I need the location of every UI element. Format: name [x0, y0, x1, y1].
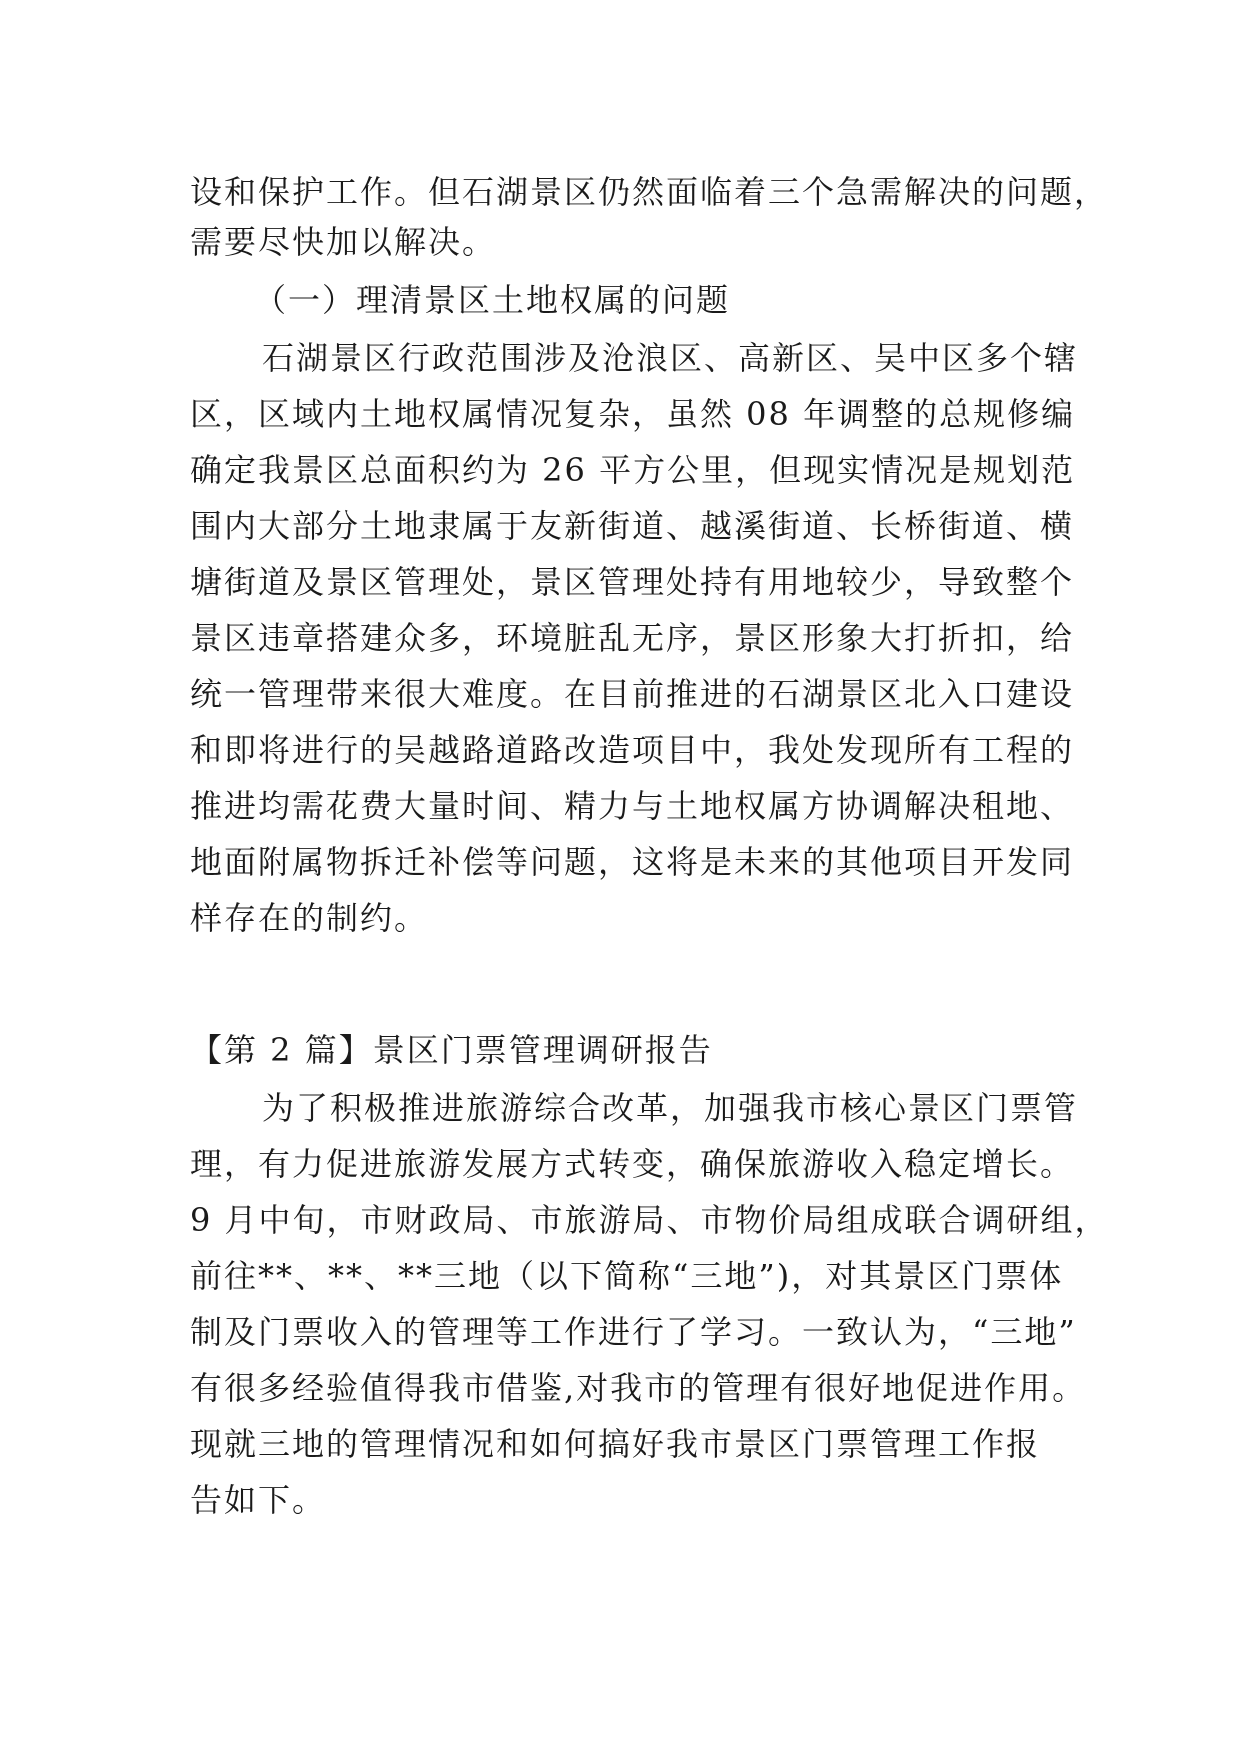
paragraph-line: 地面附属物拆迁补偿等问题，这将是未来的其他项目开发同: [190, 843, 1075, 881]
paragraph-line: 样存在的制约。: [190, 899, 429, 937]
text-line: 需要尽快加以解决。: [190, 223, 497, 261]
paragraph-line: 9 月中旬，市财政局、市旅游局、市物价局组成联合调研组，: [190, 1201, 1109, 1239]
paragraph-line: 理，有力促进旅游发展方式转变，确保旅游收入稳定增长。: [190, 1145, 1075, 1183]
paragraph-line: 现就三地的管理情况和如何搞好我市景区门票管理工作报: [190, 1425, 1041, 1463]
paragraph-line: 前往**、**、**三地（以下简称“三地”)，对其景区门票体: [190, 1257, 1064, 1295]
paragraph-line: 为了积极推进旅游综合改革，加强我市核心景区门票管: [262, 1089, 1079, 1127]
paragraph-line: 和即将进行的吴越路道路改造项目中，我处发现所有工程的: [190, 731, 1075, 769]
paragraph-line: 告如下。: [190, 1481, 327, 1519]
paragraph-line: 统一管理带来很大难度。在目前推进的石湖景区北入口建设: [190, 675, 1075, 713]
section-heading: （一）理清景区土地权属的问题: [254, 281, 731, 319]
paragraph-line: 有很多经验值得我市借鉴,对我市的管理有很好地促进作用。: [190, 1369, 1087, 1407]
paragraph-line: 确定我景区总面积约为 26 平方公里，但现实情况是规划范: [190, 451, 1076, 489]
paragraph-line: 制及门票收入的管理等工作进行了学习。一致认为，“三地”: [190, 1313, 1077, 1351]
paragraph-line: 石湖景区行政范围涉及沧浪区、高新区、吴中区多个辖: [262, 339, 1079, 377]
paragraph-line: 景区违章搭建众多，环境脏乱无序，景区形象大打折扣，给: [190, 619, 1075, 657]
article-title: 【第 2 篇】景区门票管理调研报告: [190, 1031, 713, 1069]
paragraph-line: 围内大部分土地隶属于友新街道、越溪街道、长桥街道、横: [190, 507, 1075, 545]
paragraph-line: 区，区域内土地权属情况复杂，虽然 08 年调整的总规修编: [190, 395, 1076, 433]
text-line: 设和保护工作。但石湖景区仍然面临着三个急需解决的问题，: [190, 173, 1109, 211]
paragraph-line: 推进均需花费大量时间、精力与土地权属方协调解决租地、: [190, 787, 1075, 825]
paragraph-line: 塘街道及景区管理处，景区管理处持有用地较少，导致整个: [190, 563, 1075, 601]
